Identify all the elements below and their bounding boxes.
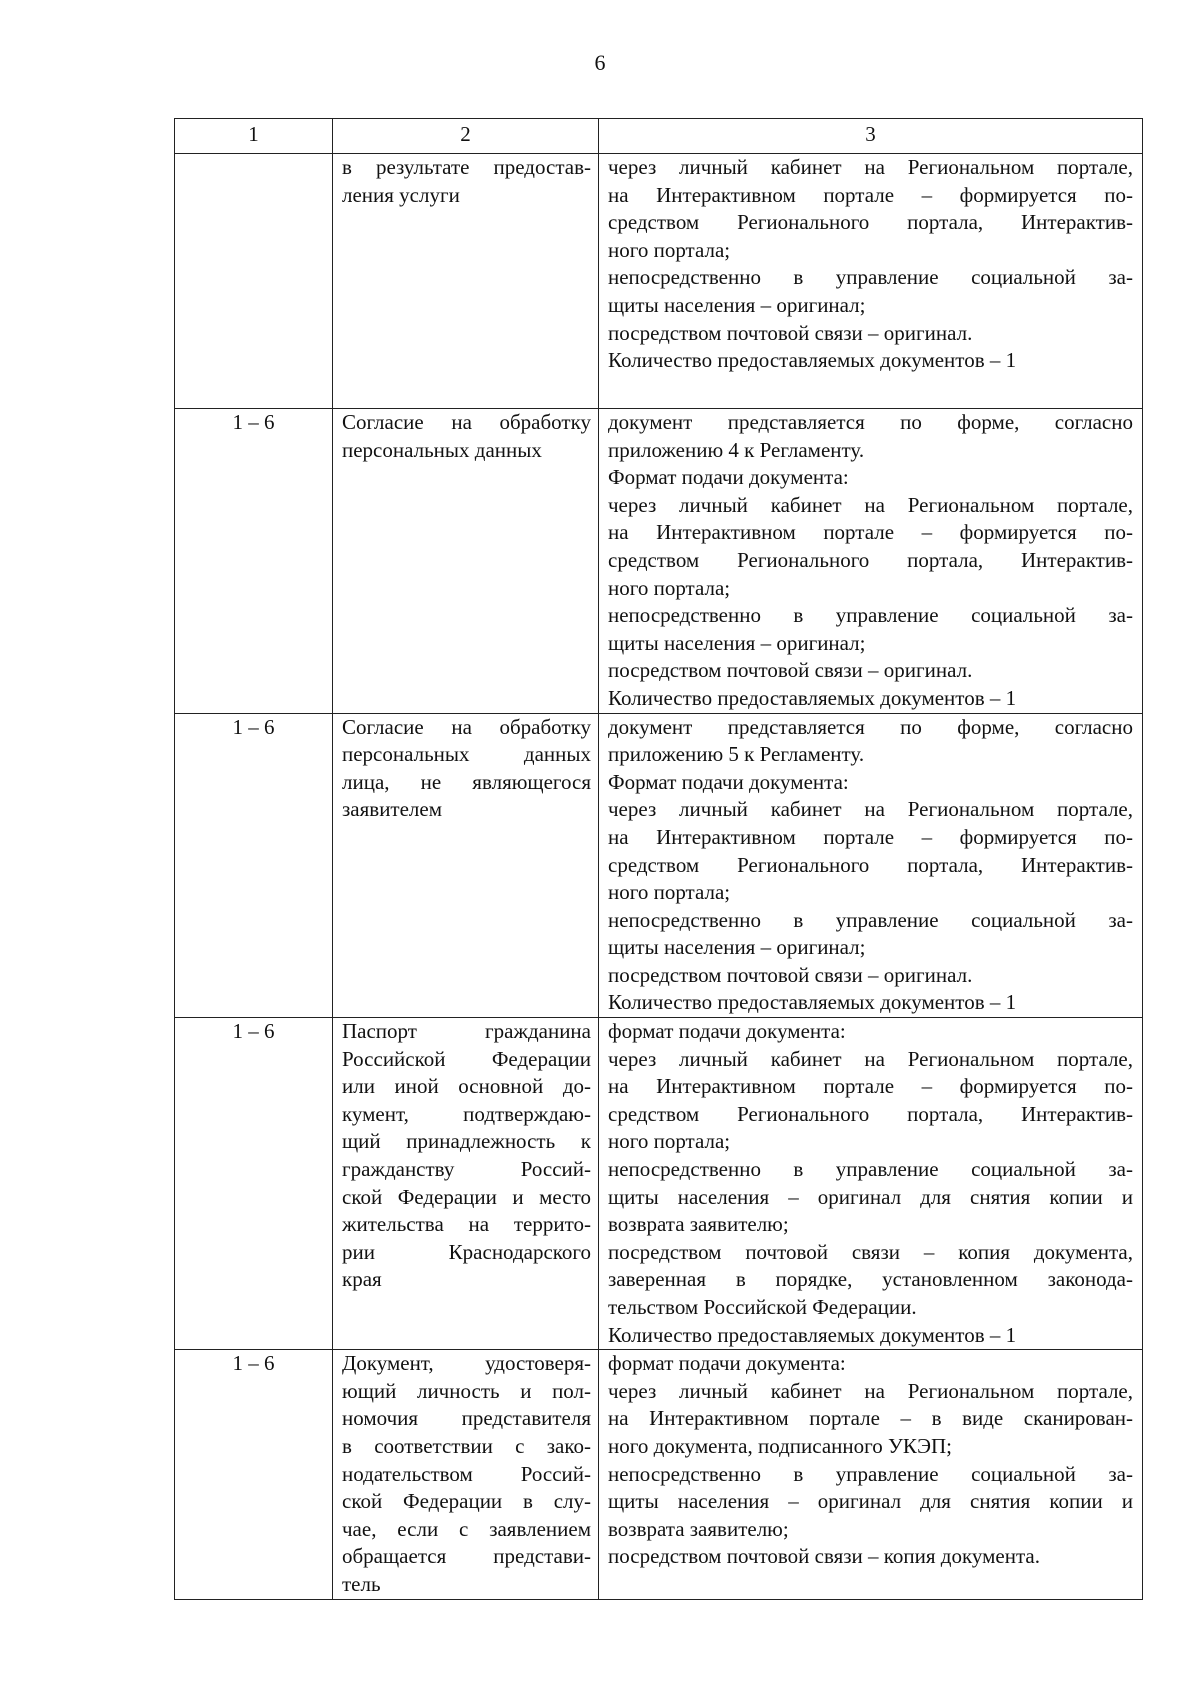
document-name-line: кумент, подтверждаю- xyxy=(342,1101,591,1126)
document-name-line: персональных данных xyxy=(342,437,542,462)
submission-format-line: средством Регионального портала, Интерактив- xyxy=(608,852,1133,877)
submission-format-line: щиты населения – оригинал; xyxy=(608,935,866,960)
row-number-cell: 1 – 6 xyxy=(175,409,333,714)
document-name-line: ющий личность и пол- xyxy=(342,1378,591,1403)
submission-format-line: ного портала; xyxy=(608,575,731,600)
column-header-1: 1 xyxy=(175,119,333,154)
submission-format-line: документ представляется по форме, согласно xyxy=(608,410,1133,434)
submission-format-line: документ представляется по форме, согласно xyxy=(608,714,1133,739)
submission-format-line: заверенная в порядке, установленном законода- xyxy=(608,1267,1133,1292)
submission-format-line: возврата заявителю; xyxy=(608,1516,789,1541)
submission-format-line: на Интерактивном портале – формируется по- xyxy=(608,182,1133,207)
submission-format-line: приложению 5 к Регламенту. xyxy=(608,742,865,767)
submission-format-line: через личный кабинет на Региональном портале, xyxy=(608,492,1133,517)
document-name-line: Российской Федерации xyxy=(342,1046,591,1071)
submission-format-line: через личный кабинет на Региональном портале, xyxy=(608,797,1133,822)
submission-format-cell xyxy=(599,1350,1143,1599)
table-row xyxy=(175,409,1143,714)
submission-format-line: ного портала; xyxy=(608,1129,731,1154)
document-name-line: Документ, удостоверя- xyxy=(342,1351,591,1376)
document-name-line: нодательством Россий- xyxy=(342,1461,591,1486)
submission-format-line: непосредственно в управление социальной за- xyxy=(608,907,1133,932)
submission-format-line: на Интерактивном портале – формируется по- xyxy=(608,824,1133,849)
submission-format-cell xyxy=(599,1018,1143,1350)
submission-format-line: через личный кабинет на Региональном портале, xyxy=(608,155,1133,179)
submission-format-line: Количество предоставляемых документов – 1 xyxy=(608,348,1017,373)
submission-format-line: на Интерактивном портале – в виде сканирован- xyxy=(608,1406,1133,1431)
submission-format-line: через личный кабинет на Региональном портале, xyxy=(608,1378,1133,1403)
submission-format-line: посредством почтовой связи – оригинал. xyxy=(608,320,973,345)
table-header-row xyxy=(175,119,1143,154)
column-header-3: 3 xyxy=(599,119,1143,154)
table-row xyxy=(175,1350,1143,1599)
submission-format-line: Количество предоставляемых документов – 1 xyxy=(608,685,1017,710)
document-name-line: или иной основной до- xyxy=(342,1074,591,1099)
submission-format-line: возврата заявителю; xyxy=(608,1212,789,1237)
row-number-cell: 1 – 6 xyxy=(175,1018,333,1350)
table-row xyxy=(175,713,1143,1018)
document-table xyxy=(174,118,1143,1600)
document-name-line: гражданству Россий- xyxy=(342,1157,591,1182)
row-number-cell: 1 – 6 xyxy=(175,713,333,1018)
submission-format-line: щиты населения – оригинал для снятия копии и xyxy=(608,1184,1133,1209)
row-number-cell xyxy=(175,154,333,409)
submission-format-line: Количество предоставляемых документов – 1 xyxy=(608,1322,1017,1347)
submission-format-line: на Интерактивном портале – формируется по- xyxy=(608,520,1133,545)
document-name-line: края xyxy=(342,1267,382,1292)
submission-format-cell xyxy=(599,409,1143,714)
document-name-line: ской Федерации и место xyxy=(342,1184,591,1209)
document-name-line: щий принадлежность к xyxy=(342,1129,591,1154)
document-name-line: заявителем xyxy=(342,797,443,822)
table-body xyxy=(175,154,1143,1600)
submission-format-line: непосредственно в управление социальной за- xyxy=(608,603,1133,628)
document-name-line: Согласие на обработку xyxy=(342,410,591,434)
submission-format-line: непосредственно в управление социальной за- xyxy=(608,1461,1133,1486)
document-name-line: рии Краснодарского xyxy=(342,1239,591,1264)
submission-format-line: тельством Российской Федерации. xyxy=(608,1295,917,1319)
document-name-line: жительства на террито- xyxy=(342,1212,591,1237)
document-name-line: Согласие на обработку xyxy=(342,714,591,739)
submission-format-line: посредством почтовой связи – оригинал. xyxy=(608,658,973,683)
document-name-line: в соответствии с зако- xyxy=(342,1433,591,1458)
document-name-cell xyxy=(333,1350,599,1599)
submission-format-cell xyxy=(599,154,1143,409)
submission-format-line: ного документа, подписанного УКЭП; xyxy=(608,1433,952,1458)
submission-format-line: непосредственно в управление социальной за- xyxy=(608,265,1133,290)
row-number-cell: 1 – 6 xyxy=(175,1350,333,1599)
submission-format-line: ного портала; xyxy=(608,237,731,262)
document-name-cell xyxy=(333,1018,599,1350)
submission-format-line: посредством почтовой связи – копия документа, xyxy=(608,1239,1133,1264)
submission-format-line: средством Регионального портала, Интерактив- xyxy=(608,1101,1133,1126)
submission-format-line: средством Регионального портала, Интерактив- xyxy=(608,547,1133,572)
submission-format-line: формат подачи документа: xyxy=(608,1351,846,1376)
submission-format-line: Количество предоставляемых документов – 1 xyxy=(608,990,1017,1015)
document-name-line: чае, если с заявлением xyxy=(342,1516,591,1541)
document-name-line: лица, не являющегося xyxy=(342,769,591,794)
submission-format-line: Формат подачи документа: xyxy=(608,465,849,490)
column-header-2: 2 xyxy=(333,119,599,154)
document-name-line: обращается представи- xyxy=(342,1544,591,1569)
document-name-cell xyxy=(333,154,599,409)
document-name-line: в результате предостав- xyxy=(342,155,591,179)
submission-format-line: посредством почтовой связи – копия документа. xyxy=(608,1544,1040,1569)
document-name-line: тель xyxy=(342,1571,381,1596)
submission-format-line: щиты населения – оригинал; xyxy=(608,630,866,655)
submission-format-line: посредством почтовой связи – оригинал. xyxy=(608,962,973,987)
submission-format-line: ного портала; xyxy=(608,880,731,905)
table-row xyxy=(175,1018,1143,1350)
submission-format-line: формат подачи документа: xyxy=(608,1019,846,1044)
document-name-line: персональных данных xyxy=(342,742,591,767)
submission-format-line: щиты населения – оригинал; xyxy=(608,292,866,317)
document-name-cell xyxy=(333,409,599,714)
submission-format-cell xyxy=(599,713,1143,1018)
submission-format-line: на Интерактивном портале – формируется по- xyxy=(608,1074,1133,1099)
document-name-line: ления услуги xyxy=(342,182,460,207)
submission-format-line: через личный кабинет на Региональном портале, xyxy=(608,1046,1133,1071)
submission-format-line: приложению 4 к Регламенту. xyxy=(608,437,865,462)
document-name-line: ской Федерации в слу- xyxy=(342,1489,591,1514)
document-name-line: Паспорт гражданина xyxy=(342,1019,591,1044)
document-name-cell xyxy=(333,713,599,1018)
submission-format-line: непосредственно в управление социальной за- xyxy=(608,1157,1133,1182)
document-name-line: номочия представителя xyxy=(342,1406,591,1431)
page-number: 6 xyxy=(594,50,606,75)
submission-format-line: щиты населения – оригинал для снятия копии и xyxy=(608,1489,1133,1514)
table-row xyxy=(175,154,1143,409)
submission-format-line: средством Регионального портала, Интерактив- xyxy=(608,210,1133,235)
submission-format-line: Формат подачи документа: xyxy=(608,769,849,794)
